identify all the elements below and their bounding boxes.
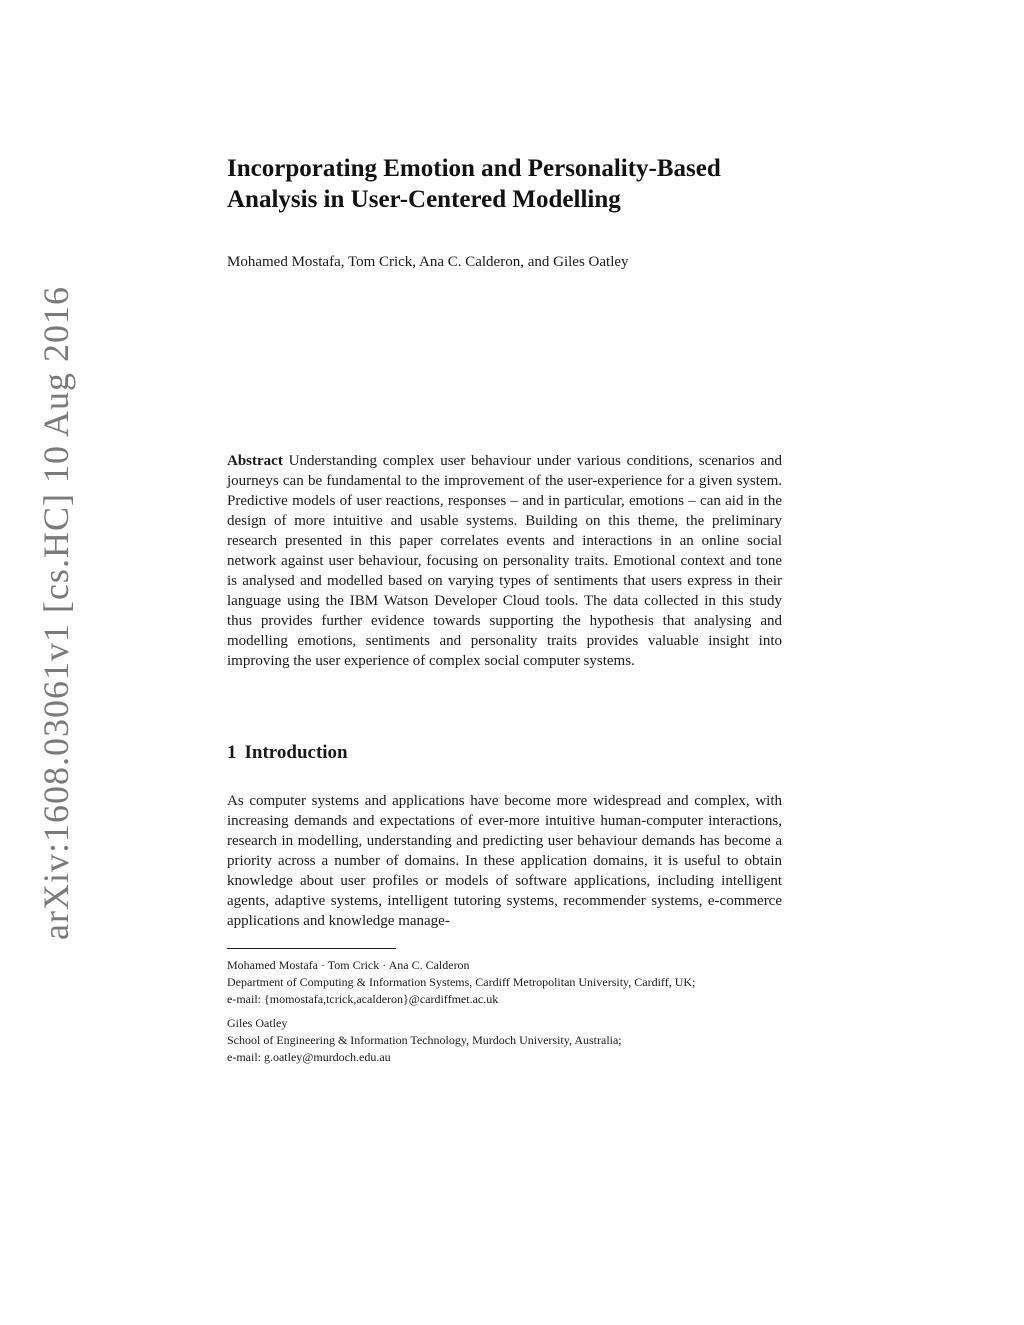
title-line-1: Incorporating Emotion and Personality-Based [227, 155, 721, 182]
section-title: Introduction [244, 742, 348, 763]
title-line-2: Analysis in User-Centered Modelling [227, 186, 621, 213]
affiliation-footnote-2 [227, 1015, 787, 1066]
affiliation-2-department: School of Engineering & Information Technology, Murdoch University, Australia; [227, 1033, 622, 1047]
arxiv-identifier: arXiv:1608.03061v1 [cs.HC] 10 Aug 2016 [36, 286, 76, 940]
affiliation-1-department: Department of Computing & Information Systems, Cardiff Metropolitan University, Cardiff, UK; [227, 975, 696, 989]
paper-title [227, 153, 782, 215]
affiliation-2-email: e-mail: g.oatley@murdoch.edu.au [227, 1050, 391, 1064]
footnote-divider [227, 948, 396, 949]
affiliation-footnote-1 [227, 957, 787, 1008]
author-list: Mohamed Mostafa, Tom Crick, Ana C. Calderon, and Giles Oatley [227, 254, 629, 270]
abstract-text: Understanding complex user behaviour under various conditions, scenarios and journeys can be fundamental to the improvement of the user-experience for a given system. Predictive models of user reactions, responses – and in particular, emotions – can aid in the design of more intuitive and usable systems. Building on this theme, the preliminary research presented in this paper correlates events and interactions in an online social network against user behaviour, focusing on personality traits. Emotional context and tone is analysed and modelled based on varying types of sentiments that users express in their language using the IBM Watson Developer Cloud tools. The data collected in this study thus provides further evidence towards supporting the hypothesis that analysing and modelling emotions, sentiments and personality traits provides valuable insight into improving the user experience of complex social computer systems. [227, 453, 783, 669]
abstract [227, 451, 782, 671]
affiliation-1-names: Mohamed Mostafa · Tom Crick · Ana C. Calderon [227, 958, 470, 972]
section-number: 1 [227, 742, 237, 763]
affiliation-2-names: Giles Oatley [227, 1016, 288, 1030]
introduction-paragraph: As computer systems and applications have become more widespread and complex, with increasing demands and expectations of ever-more intuitive human-computer interactions, research in modelling, understanding and predicting user behaviour demands has become a priority across a number of domains. In these application domains, it is useful to obtain knowledge about user profiles or models of software applications, including intelligent agents, adaptive systems, intelligent tutoring systems, recommender systems, e-commerce applications and knowledge manage- [227, 793, 782, 929]
affiliation-1-email: e-mail: {momostafa,tcrick,acalderon}@cardiffmet.ac.uk [227, 992, 499, 1006]
abstract-label: Abstract [227, 453, 283, 469]
section-heading-introduction [227, 741, 348, 765]
